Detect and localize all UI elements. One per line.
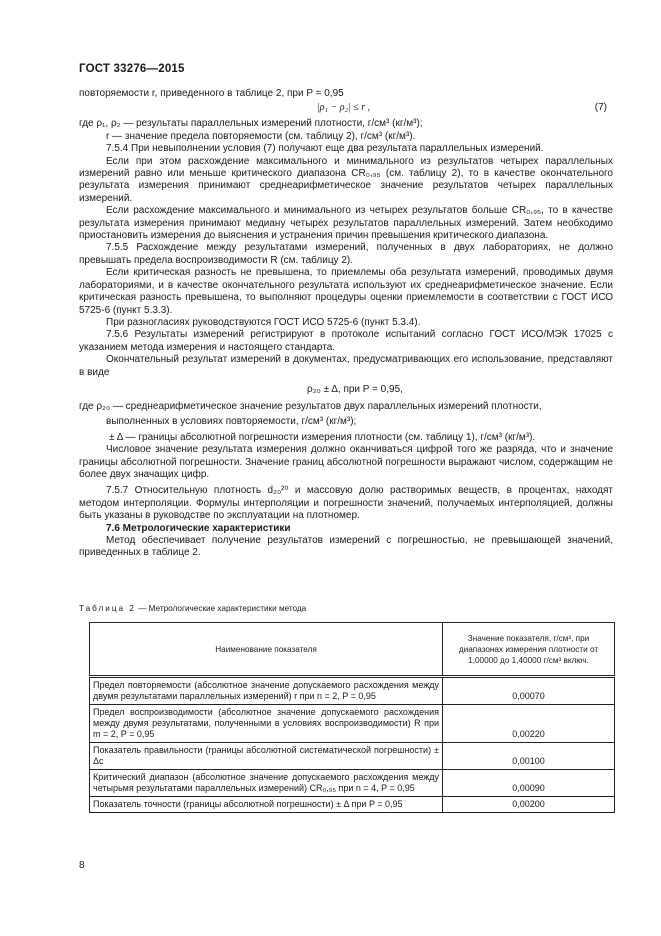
paragraph: Числовое значение результата измерения должно оканчиваться цифрой того же разряда, что и значение границы абсолютной погрешности. Значение границ абсолютной погрешности выражают числом, содержащим не более двух значащих цифр. <box>79 444 613 480</box>
table-header-value: Значение показателя, г/см³, при диапазонах измерения плотности от 1,00000 до 1,40000 г/см³ включ. <box>443 623 615 677</box>
section-heading: 7.6 Метрологические характеристики <box>106 522 291 534</box>
table-caption-label: Таблица 2 <box>79 604 136 613</box>
equation-result-formula: ρ₂₀ ± Δ, при P = 0,95, <box>307 383 403 395</box>
paragraph: Если критическая разность не превышена, то приемлемы оба результата измерений, проводимых двумя лабораториями, и в качестве окончательного результата используют их среднеарифметическое значение. Если критическая разность превышена, то выполняют процедуры оценки приемлемости в соответствии с ГОСТ ИСО 5725-6 (пункт 5.3.3). <box>79 267 613 316</box>
paragraph: где ρ₁, ρ₂ — результаты параллельных измерений плотности, г/см³ (кг/м³); <box>79 118 423 130</box>
paragraph: Если расхождение максимального и минимального из четырех результатов больше CR₀,₉₅, то в качестве результата измерения принимают медиану четырех результатов параллельных измерений. Затем необходимо приостановить измерения до выяснения и устранения причин превышения критического диапазона. <box>79 205 613 242</box>
table-caption-text: — Метрологические характеристики метода <box>135 604 307 613</box>
paragraph: Если при этом расхождение максимального и минимального из результатов четырех параллельных измерений равно или меньше критического диапазона CR₀,₉₅ (см. таблицу 2), то в качестве окончательного результата измерения принимают среднеарифметическое значение результатов четырех параллельных измерений. <box>79 155 613 204</box>
paragraph: 7.5.6 Результаты измерений регистрируют в протоколе испытаний согласно ГОСТ ИСО/МЭК 17025 с указанием метода измерения и настоящего стандарта. <box>79 329 613 353</box>
table-cell-value: 0,00200 <box>443 797 615 813</box>
table-cell-name: Показатель точности (границы абсолютной погрешности) ± Δ при P = 0,95 <box>90 797 443 813</box>
paragraph: ± Δ — границы абсолютной погрешности измерения плотности (см. таблицу 1), г/см³ (кг/м³). <box>109 431 536 443</box>
table-cell-value: 0,00090 <box>443 770 615 797</box>
table-row <box>90 705 615 743</box>
table-header-name: Наименование показателя <box>90 623 443 677</box>
equation-formula: |ρ₁ − ρ₂| ≤ r , <box>317 102 371 114</box>
table-row <box>90 797 615 813</box>
document-body <box>79 88 613 560</box>
paragraph: 7.5.5 Расхождение между результатами измерений, полученных в двух лабораториях, не должно превышать предела воспроизводимости R (см. таблицу 2). <box>79 242 613 266</box>
equation-7 <box>79 100 613 118</box>
metrology-table <box>89 622 615 813</box>
paragraph: где ρ₂₀ — среднеарифметическое значение результатов двух параллельных измерений плотности, <box>79 400 542 412</box>
table-cell-value: 0,00070 <box>443 677 615 705</box>
table-caption <box>79 604 306 613</box>
table-cell-value: 0,00100 <box>443 743 615 770</box>
paragraph: Окончательный результат измерений в документах, предусматривающих его использование, представляют в виде <box>79 354 613 378</box>
table-cell-name: Критический диапазон (абсолютное значение допускаемого расхождения между четырьмя результатами параллельных измерений) CR₀,₉₅ при n = 4, P = 0,95 <box>90 770 443 797</box>
paragraph: При разногласиях руководствуются ГОСТ ИСО 5725-6 (пункт 5.3.4). <box>106 316 421 328</box>
paragraph: Метод обеспечивает получение результатов измерений с погрешностью, не превышающей значений, приведенных в таблице 2. <box>79 535 613 559</box>
equation-result <box>79 379 613 401</box>
table-header-row <box>90 623 615 677</box>
table-cell-name: Показатель правильности (границы абсолютной систематической погрешности) ± Δc <box>90 743 443 770</box>
page-number: 8 <box>79 860 85 871</box>
table-row <box>90 743 615 770</box>
table-row <box>90 677 615 705</box>
paragraph: повторяемости r, приведенного в таблице 2, при P = 0,95 <box>79 88 344 99</box>
table-row <box>90 770 615 797</box>
table-cell-name: Предел повторяемости (абсолютное значение допускаемого расхождения между двумя результатами параллельных измерений) r при n = 2, P = 0,95 <box>90 677 443 705</box>
equation-number: (7) <box>594 102 607 114</box>
paragraph: r — значение предела повторяемости (см. таблицу 2), г/см³ (кг/м³). <box>106 130 416 142</box>
document-header: ГОСТ 33276—2015 <box>79 63 185 75</box>
paragraph: 7.5.4 При невыполнении условия (7) получают еще два результата параллельных измерений. <box>106 143 544 155</box>
paragraph: выполненных в условиях повторяемости, г/см³ (кг/м³); <box>106 416 357 428</box>
paragraph: 7.5.7 Относительную плотность d₂₀²⁰ и массовую долю растворимых веществ, в процентах, находят методом интерполяции. Формулы интерполяции и погрешности значений, получаемых интерполяцией, должны быть указаны в руководстве по эксплуатации на плотномер. <box>79 485 613 522</box>
table-cell-value: 0,00220 <box>443 705 615 743</box>
table-cell-name: Предел воспроизводимости (абсолютное значение допускаемого расхождения между двумя результатами, полученными в условиях воспроизводимости) R при m = 2, P = 0,95 <box>90 705 443 743</box>
